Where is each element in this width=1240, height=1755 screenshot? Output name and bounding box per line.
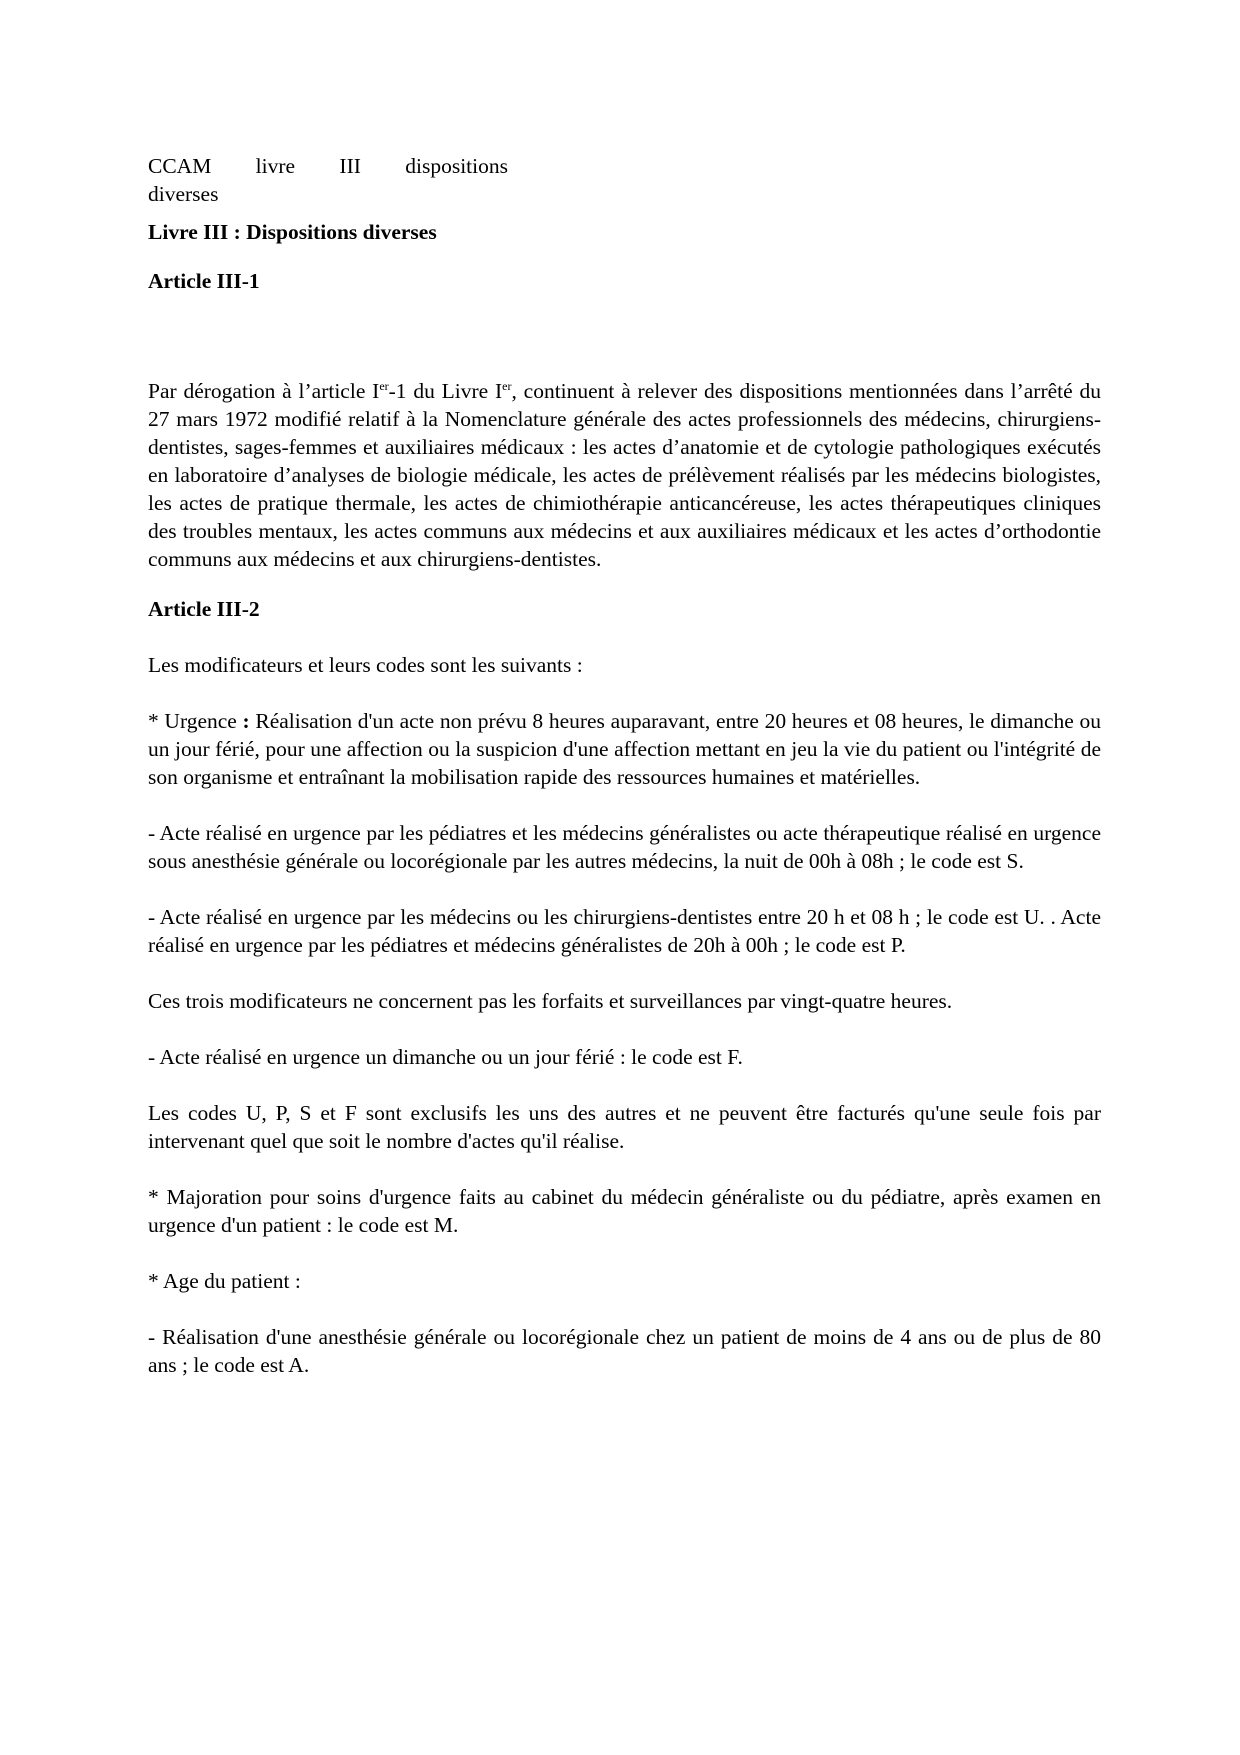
title-word: CCAM (148, 154, 212, 178)
code-u-p-paragraph: - Acte réalisé en urgence par les médecins ou les chirurgiens-dentistes entre 20 h et 08 h ; le code est U. . Acte réalisé en urgence par les pédiatres et médecins généralistes de 20h à 00h ; le code est P. (148, 905, 1101, 957)
article-1-heading: Article III-1 (148, 269, 260, 293)
code-a-paragraph: - Réalisation d'une anesthésie générale ou locorégionale chez un patient de moins de 4 ans ou de plus de 80 ans ; le code est A. (148, 1325, 1101, 1377)
document-title-line1 (148, 152, 508, 180)
urgence-paragraph (148, 707, 1101, 791)
article-1-paragraph (148, 377, 1101, 573)
trois-modificateurs-paragraph: Ces trois modificateurs ne concernent pas les forfaits et surveillances par vingt-quatre heures. (148, 989, 953, 1013)
exclusive-codes-paragraph: Les codes U, P, S et F sont exclusifs les uns des autres et ne peuvent être facturés qu'une seule fois par intervenant quel que soit le nombre d'actes qu'il réalise. (148, 1101, 1101, 1153)
article-2-intro: Les modificateurs et leurs codes sont les suivants : (148, 653, 583, 677)
article-2-heading: Article III-2 (148, 597, 260, 621)
code-m-paragraph: * Majoration pour soins d'urgence faits au cabinet du médecin généraliste ou du pédiatre, après examen en urgence d'un patient : le code est M. (148, 1185, 1101, 1237)
code-s-paragraph: - Acte réalisé en urgence par les pédiatres et les médecins généralistes ou acte thérapeutique réalisé en urgence sous anesthésie générale ou locorégionale par les autres médecins, la nuit de 00h à 08h ; le code est S. (148, 821, 1101, 873)
urgence-colon: : (242, 709, 250, 733)
superscript: er (379, 379, 389, 393)
article-1-text: , continuent à relever des dispositions mentionnées dans l’arrêté du 27 mars 1972 modifié relatif à la Nomenclature générale des actes professionnels des médecins, chirurgiens-dentistes, sages-femmes et auxiliaires médicaux : les actes d’anatomie et de cytologie pathologiques exécutés en laboratoire d’analyses de biologie médicale, les actes de prélèvement réalisés par les médecins biologistes, les actes de pratique thermale, les actes de chimiothérapie anticancéreuse, les actes thérapeutiques cliniques des troubles mentaux, les actes communs aux médecins et aux auxiliaires médicaux et les actes d’orthodontie communs aux médecins et aux chirurgiens-dentistes. (148, 379, 1101, 571)
document-title-line2: diverses (148, 182, 219, 206)
urgence-label: * Urgence (148, 709, 243, 733)
title-word: livre (255, 154, 296, 178)
document-page (148, 152, 1101, 1379)
title-word: dispositions (405, 154, 508, 178)
article-1-text: -1 du Livre I (388, 379, 503, 403)
article-1-text: Par dérogation à l’article I (148, 379, 380, 403)
document-title (148, 152, 508, 208)
code-f-paragraph: - Acte réalisé en urgence un dimanche ou un jour férié : le code est F. (148, 1045, 743, 1069)
urgence-text: Réalisation d'un acte non prévu 8 heures auparavant, entre 20 heures et 08 heures, le dimanche ou un jour férié, pour une affection ou la suspicion d'une affection mettant en jeu la vie du patient ou l'intégrité de son organisme et entraînant la mobilisation rapide des ressources humaines et matérielles. (148, 709, 1101, 789)
superscript: er (502, 379, 512, 393)
title-word: III (339, 154, 361, 178)
book-heading: Livre III : Dispositions diverses (148, 220, 437, 244)
age-patient-paragraph: * Age du patient : (148, 1269, 301, 1293)
